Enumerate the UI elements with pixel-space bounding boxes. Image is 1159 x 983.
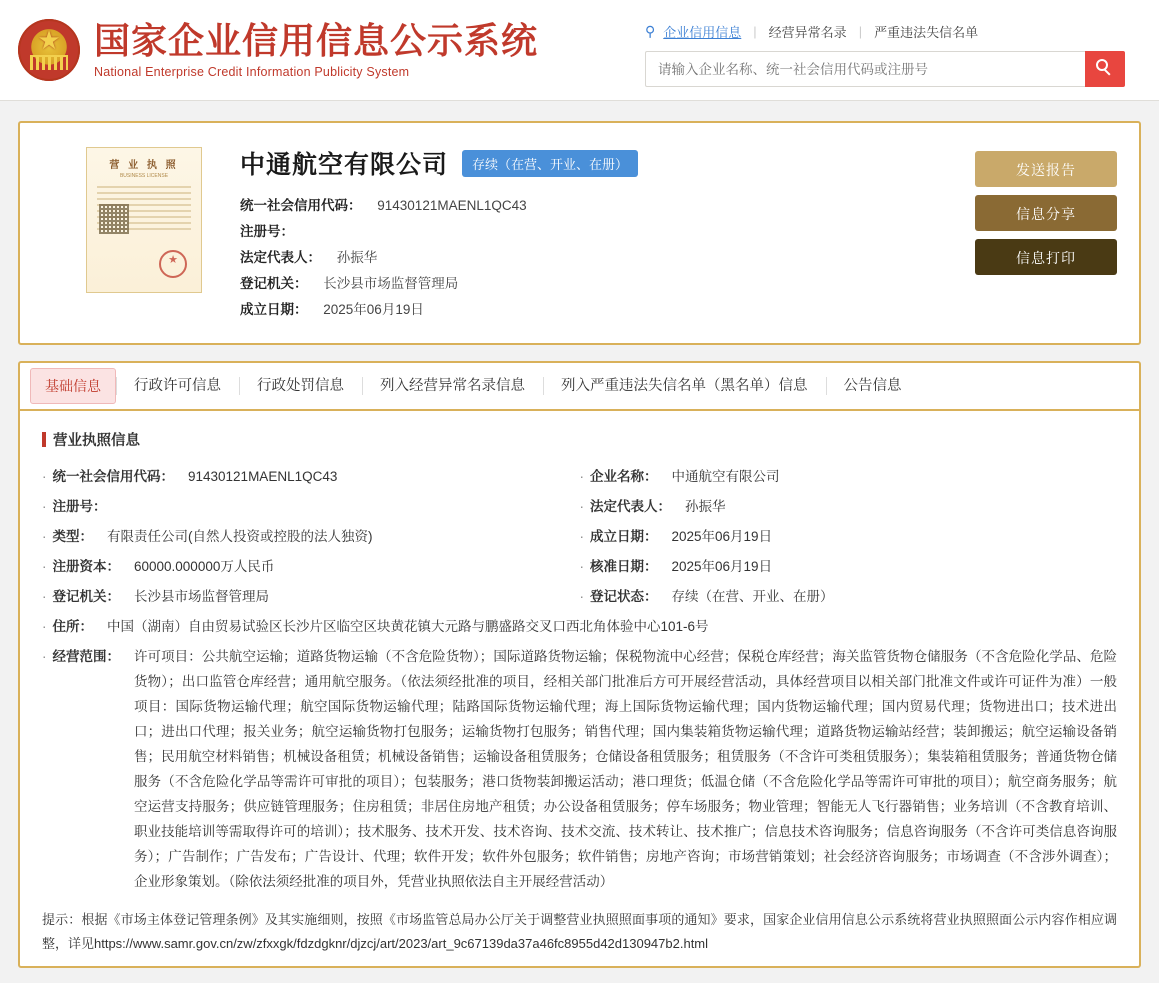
field-label-address: 住所：	[52, 619, 93, 634]
bullet-icon: ·	[579, 469, 584, 484]
field-value-business-scope: 许可项目：公共航空运输；道路货物运输（不含危险货物）；国际道路货物运输；保税物流中心经营；保税仓库经营；海关监管货物仓储服务（不含危险化学品、危险货物）；出口监管仓库经营；通用航空服务。（依法须经批准的项目，经相关部门批准后方可开展经营活动，具体经营项目以相关部门批准文件或许可证件为准）一般项目：国际货物运输代理；航空国际货物运输代理；陆路国际货物运输代理；海上国际货物运输代理；国内货物运输代理；国内贸易代理；货物进出口；技术进出口；进出口代理；报关业务；航空运输货物打包服务；运输货物打包服务；销售代理；国内集装箱货物运输代理；道路货物运输站经营；装卸搬运；航空运输设备销售；民用航空材料销售；机械设备租赁；机械设备销售；运输设备租赁服务；仓储设备租赁服务；租赁服务（不含许可类租赁服务）；集装箱租赁服务；普通货物仓储服务（不含危险化学品等需许可审批的项目）；包装服务；港口货物装卸搬运活动；港口理货；低温仓储（不含危险化学品等需许可审批的项目）；航空商务服务；航空运营支持服务；供应链管理服务；住房租赁；非居住房地产租赁；办公设备租赁服务；停车场服务；物业管理；智能无人飞行器销售；业务培训（不含教育培训、职业技能培训等需取得许可的培训）；技术服务、技术开发、技术咨询、技术交流、技术转让、技术推广；信息技术咨询服务；信息咨询服务（不含许可类信息咨询服务）；广告制作；广告发布；广告设计、代理；软件开发；软件外包服务；软件销售；房地产咨询；市场营销策划；社会经济咨询服务；市场调查（不含涉外调查）；企业形象策划。（除依法须经批准的项目外，凭营业执照依法自主开展经营活动）	[134, 649, 1117, 889]
brand-text	[94, 21, 538, 79]
summary-row-establish-date	[240, 297, 1119, 323]
summary-value-credit-code: 91430121MAENL1QC43	[377, 198, 527, 213]
search-row	[645, 51, 1145, 87]
header-search-area	[645, 22, 1145, 87]
field-establish-date	[580, 522, 1118, 552]
field-registration-status	[580, 582, 1118, 612]
detail-card	[18, 361, 1141, 968]
field-label-legal-rep: 法定代表人：	[590, 499, 671, 514]
bullet-icon: ·	[579, 589, 584, 604]
field-value-legal-rep: 孙振华	[685, 499, 726, 514]
summary-value-establish-date: 2025年06月19日	[323, 302, 424, 317]
nav-divider-2: |	[858, 24, 863, 39]
field-value-registration-status: 存续（在营、开业、在册）	[671, 589, 834, 604]
field-company-name	[580, 462, 1118, 492]
brand-title-cn: 国家企业信用信息公示系统	[94, 21, 539, 62]
section-marker	[42, 432, 46, 447]
license-field-grid	[42, 462, 1117, 642]
search-button[interactable]	[1085, 51, 1125, 87]
bullet-icon: ·	[579, 529, 584, 544]
action-button-column	[975, 151, 1117, 283]
tab-abnormal-list[interactable]: 列入经营异常名录信息	[362, 362, 543, 410]
summary-value-authority: 长沙县市场监督管理局	[323, 276, 459, 291]
share-info-button[interactable]: 信息分享	[975, 195, 1117, 231]
field-registration-no	[42, 492, 580, 522]
field-registered-capital	[42, 552, 580, 582]
field-label-credit-code: 统一社会信用代码：	[52, 469, 174, 484]
business-license-thumbnail[interactable]	[86, 147, 202, 293]
tab-blacklist[interactable]: 列入严重违法失信名单（黑名单）信息	[543, 362, 826, 410]
field-business-scope	[42, 644, 1117, 894]
official-seal-icon	[159, 250, 187, 278]
section-title-license-info	[42, 429, 1117, 450]
field-value-approval-date: 2025年06月19日	[671, 559, 773, 574]
field-authority	[42, 582, 580, 612]
brand-title-en: National Enterprise Credit Information Publicity System	[94, 65, 410, 79]
company-summary	[20, 123, 1139, 343]
license-detail-panel	[20, 411, 1139, 966]
field-label-company-name: 企业名称：	[590, 469, 658, 484]
tab-basic-info[interactable]: 基础信息	[30, 368, 116, 404]
print-info-button[interactable]: 信息打印	[975, 239, 1117, 275]
send-report-button[interactable]: 发送报告	[975, 151, 1117, 187]
bullet-icon: ·	[42, 619, 47, 634]
field-address	[42, 612, 1117, 642]
tab-bar	[20, 363, 1139, 411]
license-thumb-subtitle: BUSINESS LICENSE	[119, 173, 169, 179]
tab-admin-penalty[interactable]: 行政处罚信息	[239, 362, 362, 410]
license-notice-text: 提示：根据《市场主体登记管理条例》及其实施细则，按照《市场监管总局办公厅关于调整营业执照照面事项的通知》要求，国家企业信用信息公示系统将营业执照照面公示内容作相应调整，详见https://www.samr.gov.cn/zw/zfxxgk/fdzdgknr/djzcj/art/2023/art_9c67139da37a46fc8955d42d130947b2.html	[42, 912, 1117, 951]
field-label-business-scope: 经营范围：	[52, 649, 120, 664]
nav-link-abnormal-list[interactable]: 经营异常名录	[768, 25, 847, 40]
field-type	[42, 522, 580, 552]
field-value-registered-capital: 60000.000000万人民币	[134, 559, 275, 574]
qr-code-icon	[99, 204, 129, 234]
summary-label-authority: 登记机关：	[240, 276, 308, 291]
field-value-authority: 长沙县市场监督管理局	[134, 589, 269, 604]
company-summary-card	[18, 121, 1141, 345]
bullet-icon: ·	[42, 589, 47, 604]
field-label-registered-capital: 注册资本：	[52, 559, 120, 574]
summary-label-registration-no: 注册号：	[240, 224, 294, 239]
page-body	[0, 121, 1159, 968]
field-value-credit-code: 91430121MAENL1QC43	[188, 469, 338, 484]
nav-divider-1: |	[753, 24, 757, 39]
summary-label-credit-code: 统一社会信用代码：	[240, 198, 362, 213]
section-title-text: 营业执照信息	[53, 433, 140, 449]
company-name: 中通航空有限公司	[240, 150, 449, 179]
site-header	[0, 0, 1159, 101]
tab-announcements[interactable]: 公告信息	[826, 362, 920, 410]
search-icon: ⚲	[645, 23, 656, 39]
field-value-establish-date: 2025年06月19日	[671, 529, 773, 544]
summary-label-legal-rep: 法定代表人：	[240, 250, 321, 265]
bullet-icon: ·	[42, 559, 47, 574]
search-input[interactable]	[645, 51, 1085, 87]
bullet-icon: ·	[42, 499, 47, 514]
license-thumb-title: 营 业 执 照	[109, 160, 179, 171]
nav-link-serious-illegal-list[interactable]: 严重违法失信名单	[874, 25, 979, 40]
field-label-authority: 登记机关：	[52, 589, 120, 604]
field-legal-rep	[580, 492, 1118, 522]
site-brand	[0, 19, 538, 81]
field-label-registration-no: 注册号：	[52, 499, 107, 514]
tab-admin-license[interactable]: 行政许可信息	[116, 362, 239, 410]
header-nav-links	[645, 22, 1145, 41]
field-label-approval-date: 核准日期：	[590, 559, 658, 574]
bullet-icon: ·	[42, 469, 47, 484]
field-credit-code	[42, 462, 580, 492]
field-label-type: 类型：	[52, 529, 93, 544]
summary-value-legal-rep: 孙振华	[336, 250, 378, 265]
search-icon	[1096, 59, 1108, 71]
bullet-icon: ·	[579, 499, 584, 514]
field-value-type: 有限责任公司(自然人投资或控股的法人独资)	[107, 529, 373, 544]
field-label-registration-status: 登记状态：	[590, 589, 658, 604]
nav-link-credit-info[interactable]: 企业信用信息	[663, 25, 742, 40]
field-label-establish-date: 成立日期：	[590, 529, 658, 544]
bullet-icon: ·	[579, 559, 584, 574]
national-emblem-icon	[18, 19, 80, 81]
status-badge: 存续（在营、开业、在册）	[462, 150, 638, 177]
field-approval-date	[580, 552, 1118, 582]
bullet-icon: ·	[42, 529, 47, 544]
field-value-address: 中国（湖南）自由贸易试验区长沙片区临空区块黄花镇大元路与鹏盛路交叉口西北角体验中心101-6号	[107, 619, 709, 634]
field-value-company-name: 中通航空有限公司	[671, 469, 780, 484]
summary-label-establish-date: 成立日期：	[240, 302, 308, 317]
bullet-icon: ·	[42, 649, 47, 664]
